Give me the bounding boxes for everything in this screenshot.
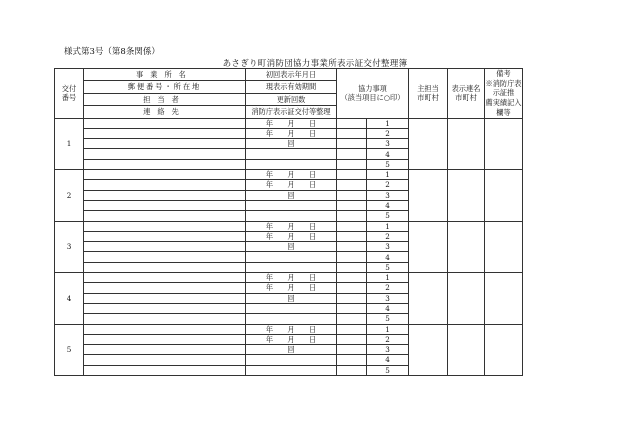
- header-issue-2: 現表示有効期間: [246, 81, 337, 93]
- business-cell: [84, 273, 246, 283]
- joint-municipality-cell: [448, 170, 485, 221]
- cooperation-blank: [337, 355, 367, 365]
- cooperation-blank: [337, 159, 367, 169]
- header-issue-3: 更新回数: [246, 93, 337, 105]
- cooperation-blank: [337, 303, 367, 313]
- cooperation-item: 2: [367, 334, 409, 344]
- remarks-cell: [485, 221, 523, 272]
- business-cell: [84, 283, 246, 293]
- header-issue-4: 消防庁表示証交付等整理: [246, 106, 337, 118]
- business-cell: [84, 293, 246, 303]
- main-municipality-cell: [409, 221, 448, 272]
- business-cell: [84, 159, 246, 169]
- cooperation-item: 5: [367, 365, 409, 375]
- cooperation-item: 3: [367, 139, 409, 149]
- cooperation-item: 3: [367, 345, 409, 355]
- joint-municipality-cell: [448, 273, 485, 324]
- joint-municipality-cell: [448, 221, 485, 272]
- date-cell: 年 月 日: [246, 283, 337, 293]
- main-municipality-cell: [409, 324, 448, 375]
- cooperation-item: 5: [367, 314, 409, 324]
- business-cell: [84, 334, 246, 344]
- issue-cell: [246, 365, 337, 375]
- header-main-municipality: 主担当 市町村: [409, 69, 448, 119]
- cooperation-item: 2: [367, 180, 409, 190]
- issue-cell: [246, 159, 337, 169]
- issue-cell: [246, 211, 337, 221]
- entry-number: 3: [55, 221, 84, 272]
- count-cell: 回: [246, 345, 337, 355]
- table-row: [55, 221, 603, 231]
- business-cell: [84, 365, 246, 375]
- cooperation-item: 4: [367, 252, 409, 262]
- business-cell: [84, 200, 246, 210]
- entry-number: 2: [55, 170, 84, 221]
- remarks-cell: [485, 273, 523, 324]
- header-business-4: 連絡先: [84, 106, 246, 118]
- issue-cell: [246, 262, 337, 272]
- business-cell: [84, 118, 246, 128]
- issue-cell: [246, 314, 337, 324]
- count-cell: 回: [246, 293, 337, 303]
- form-label: 様式第3号（第8条関係）: [64, 47, 160, 57]
- business-cell: [84, 303, 246, 313]
- cooperation-item: 1: [367, 273, 409, 283]
- cooperation-item: 4: [367, 200, 409, 210]
- cooperation-blank: [337, 293, 367, 303]
- remarks-cell: [485, 170, 523, 221]
- date-cell: 年 月 日: [246, 221, 337, 231]
- business-cell: [84, 242, 246, 252]
- count-cell: 回: [246, 190, 337, 200]
- cooperation-blank: [337, 262, 367, 272]
- count-cell: 回: [246, 242, 337, 252]
- cooperation-item: 1: [367, 324, 409, 334]
- business-cell: [84, 262, 246, 272]
- business-cell: [84, 180, 246, 190]
- table-row: [55, 324, 603, 334]
- date-cell: 年 月 日: [246, 170, 337, 180]
- header-business-2: 郵便番号・所在地: [84, 81, 246, 93]
- cooperation-item: 1: [367, 170, 409, 180]
- cooperation-blank: [337, 170, 367, 180]
- cooperation-blank: [337, 314, 367, 324]
- cooperation-blank: [337, 252, 367, 262]
- header-cooperation: 協力事項 （該当項目に○印）: [337, 69, 409, 119]
- header-business-1: 事業所名: [84, 69, 246, 81]
- cooperation-blank: [337, 118, 367, 128]
- cooperation-item: 1: [367, 221, 409, 231]
- business-cell: [84, 221, 246, 231]
- date-cell: 年 月 日: [246, 231, 337, 241]
- cooperation-item: 2: [367, 128, 409, 138]
- business-cell: [84, 149, 246, 159]
- main-municipality-cell: [409, 170, 448, 221]
- business-cell: [84, 345, 246, 355]
- table-row: [55, 273, 603, 283]
- issue-cell: [246, 149, 337, 159]
- main-municipality-cell: [409, 118, 448, 169]
- remarks-cell: [485, 324, 523, 375]
- business-cell: [84, 139, 246, 149]
- cooperation-blank: [337, 283, 367, 293]
- cooperation-item: 5: [367, 159, 409, 169]
- issue-cell: [246, 303, 337, 313]
- cooperation-blank: [337, 180, 367, 190]
- business-cell: [84, 170, 246, 180]
- cooperation-item: 5: [367, 211, 409, 221]
- cooperation-item: 2: [367, 231, 409, 241]
- issue-cell: [246, 200, 337, 210]
- cooperation-blank: [337, 242, 367, 252]
- business-cell: [84, 314, 246, 324]
- cooperation-item: 5: [367, 262, 409, 272]
- cooperation-blank: [337, 200, 367, 210]
- issue-cell: [246, 355, 337, 365]
- remarks-cell: [485, 118, 523, 169]
- cooperation-blank: [337, 190, 367, 200]
- cooperation-blank: [337, 149, 367, 159]
- header-number: 交付 番号: [55, 69, 84, 119]
- cooperation-blank: [337, 128, 367, 138]
- cooperation-item: 3: [367, 242, 409, 252]
- cooperation-blank: [337, 139, 367, 149]
- cooperation-blank: [337, 273, 367, 283]
- cooperation-blank: [337, 324, 367, 334]
- business-cell: [84, 355, 246, 365]
- register-table: [54, 68, 603, 376]
- business-cell: [84, 231, 246, 241]
- cooperation-item: 4: [367, 355, 409, 365]
- date-cell: 年 月 日: [246, 324, 337, 334]
- count-cell: 回: [246, 139, 337, 149]
- business-cell: [84, 324, 246, 334]
- business-cell: [84, 252, 246, 262]
- document-title: あさぎり町消防団協力事業所表示証交付整理簿: [222, 59, 408, 69]
- cooperation-item: 1: [367, 118, 409, 128]
- header-issue-1: 初回表示年月日: [246, 69, 337, 81]
- date-cell: 年 月 日: [246, 273, 337, 283]
- table-row: [55, 118, 603, 128]
- cooperation-blank: [337, 221, 367, 231]
- joint-municipality-cell: [448, 324, 485, 375]
- entry-number: 5: [55, 324, 84, 375]
- entry-number: 4: [55, 273, 84, 324]
- cooperation-blank: [337, 345, 367, 355]
- cooperation-item: 4: [367, 303, 409, 313]
- header-business-3: 担当者: [84, 93, 246, 105]
- business-cell: [84, 190, 246, 200]
- date-cell: 年 月 日: [246, 118, 337, 128]
- cooperation-item: 4: [367, 149, 409, 159]
- date-cell: 年 月 日: [246, 180, 337, 190]
- main-municipality-cell: [409, 273, 448, 324]
- cooperation-item: 2: [367, 283, 409, 293]
- cooperation-blank: [337, 211, 367, 221]
- cooperation-blank: [337, 231, 367, 241]
- header-remarks: 備考 ※消防庁表示証推 薦実績記入欄等: [485, 69, 522, 117]
- cooperation-item: 3: [367, 190, 409, 200]
- cooperation-blank: [337, 334, 367, 344]
- cooperation-blank: [337, 365, 367, 375]
- table-row: [55, 170, 603, 180]
- cooperation-item: 3: [367, 293, 409, 303]
- issue-cell: [246, 252, 337, 262]
- header-joint-municipality: 表示連名 市町村: [448, 69, 485, 119]
- joint-municipality-cell: [448, 118, 485, 169]
- business-cell: [84, 211, 246, 221]
- entry-number: 1: [55, 118, 84, 169]
- date-cell: 年 月 日: [246, 334, 337, 344]
- business-cell: [84, 128, 246, 138]
- date-cell: 年 月 日: [246, 128, 337, 138]
